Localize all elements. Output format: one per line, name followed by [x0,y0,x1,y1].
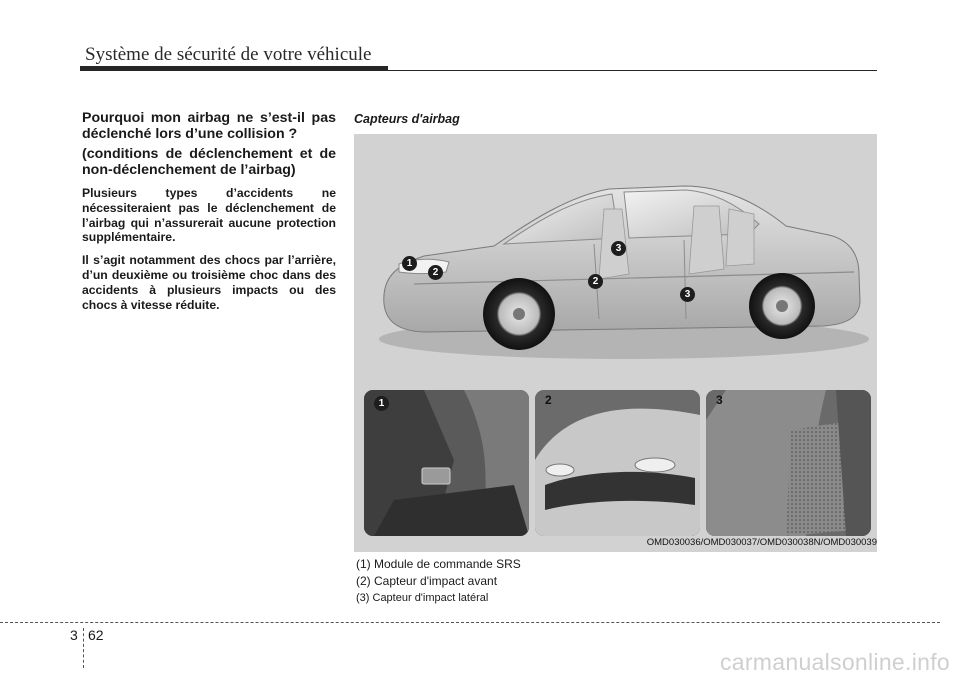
airbag-sensors-figure [354,134,877,552]
watermark: carmanualsonline.info [719,649,950,675]
legend-item-3: (3) Capteur d'impact latéral [356,592,489,604]
figure-title: Capteurs d'airbag [354,112,460,126]
legend-item-2: (2) Capteur d'impact avant [356,574,498,588]
page-header-title: Système de sécurité de votre véhicule [85,44,372,65]
panel-1-badge: 1 [374,396,389,411]
section-number: 3 [70,627,78,643]
body-paragraph-2: Il s’agit notamment des chocs par l’arrière, d’un deuxième ou troisième choc dans des accidents à plusieurs impacts ou des chocs à vitesse réduite. [82,253,336,312]
figure-legend [356,556,521,607]
panel-3-number: 3 [716,393,723,407]
detail-panel-2 [535,390,700,536]
callout-badge-3b: 3 [680,287,695,302]
body-paragraph-1: Plusieurs types d’accidents ne nécessiteraient pas le déclenchement de l’airbag qui n’assurerait aucune protection supplémentaire. [82,186,336,245]
callout-badge-2b: 2 [428,265,443,280]
detail-panel-3 [706,390,871,536]
detail-panel-1 [364,390,529,536]
figure-reference-code: OMD030036/OMD030037/OMD030038N/OMD030039 [646,537,877,548]
legend-item-1: (1) Module de commande SRS [356,557,521,571]
callout-badge-1: 2 [588,274,603,289]
footer-vertical-rule [83,628,84,668]
footer-rule [0,622,940,623]
header-rule-thick [80,66,388,71]
page-number: 62 [88,627,104,643]
car-illustration [354,134,877,384]
section-subheading: (conditions de déclenchement et de non-déclenchement de l’airbag) [82,146,336,178]
header-rule-thin [388,70,877,71]
left-column [82,110,336,320]
panel-2-number: 2 [545,393,552,407]
callout-badge-3a: 3 [611,241,626,256]
section-heading: Pourquoi mon airbag ne s’est-il pas déclenché lors d’une collision ? [82,110,336,142]
callout-badge-2a: 1 [402,256,417,271]
